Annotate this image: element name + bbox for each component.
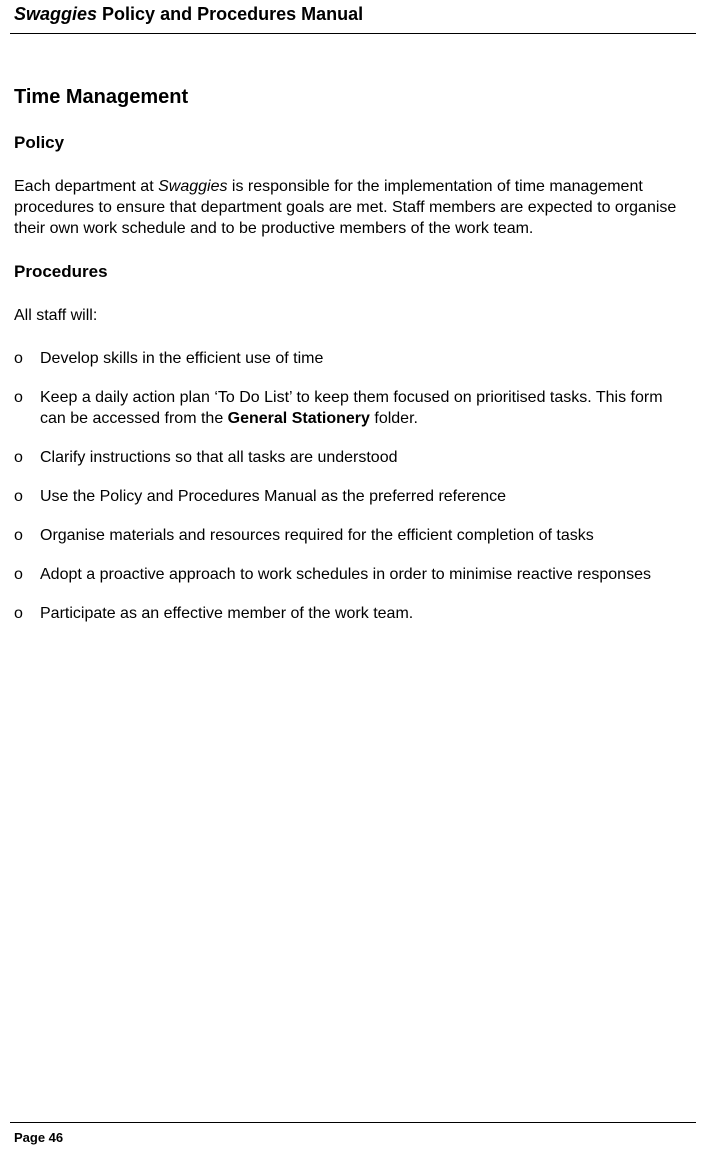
list-item <box>14 387 690 429</box>
list-item <box>14 348 690 369</box>
header-title: Policy and Procedures Manual <box>102 4 364 24</box>
section-title: Time Management <box>14 86 189 108</box>
footer-divider <box>10 1122 696 1123</box>
list-item <box>14 525 690 546</box>
bullet-icon: o <box>14 566 23 583</box>
list-item-text: Use the Policy and Procedures Manual as the preferred reference <box>40 488 507 505</box>
document-body <box>14 84 690 642</box>
list-item <box>14 603 690 624</box>
procedures-intro: All staff will: <box>14 307 98 324</box>
list-item <box>14 564 690 585</box>
list-item-tail: folder. <box>369 410 418 427</box>
procedures-list <box>14 348 690 624</box>
folder-name: General Stationery <box>227 410 370 427</box>
list-item-text: Participate as an effective member of the work team. <box>40 605 414 622</box>
header-brand: Swaggies <box>14 4 98 24</box>
page-header <box>14 3 363 25</box>
bullet-icon: o <box>14 389 23 406</box>
bullet-icon: o <box>14 488 23 505</box>
list-item-text: Clarify instructions so that all tasks are understood <box>40 449 398 466</box>
bullet-icon: o <box>14 449 23 466</box>
list-item-text: Keep a daily action plan ‘To Do List’ to keep them focused on prioritised tasks. This form can be accessed from the <box>40 389 663 427</box>
policy-text-end: is responsible for the implementation of time management procedures to ensure that department goals are met. Staff members are expected to organise their own work schedule and to be productive members of the work team. <box>14 178 677 237</box>
page-number: Page 46 <box>14 1130 64 1145</box>
list-item-text: Develop skills in the efficient use of time <box>40 350 324 367</box>
procedures-heading: Procedures <box>14 262 108 281</box>
policy-paragraph <box>14 176 690 239</box>
bullet-icon: o <box>14 350 23 367</box>
list-item <box>14 486 690 507</box>
list-item <box>14 447 690 468</box>
policy-text-start: Each department at <box>14 178 159 195</box>
policy-brand: Swaggies <box>158 178 228 195</box>
header-divider <box>10 33 696 34</box>
bullet-icon: o <box>14 527 23 544</box>
list-item-text: Organise materials and resources required for the efficient completion of tasks <box>40 527 594 544</box>
policy-heading: Policy <box>14 133 65 152</box>
bullet-icon: o <box>14 605 23 622</box>
list-item-text: Adopt a proactive approach to work schedules in order to minimise reactive responses <box>40 566 651 583</box>
